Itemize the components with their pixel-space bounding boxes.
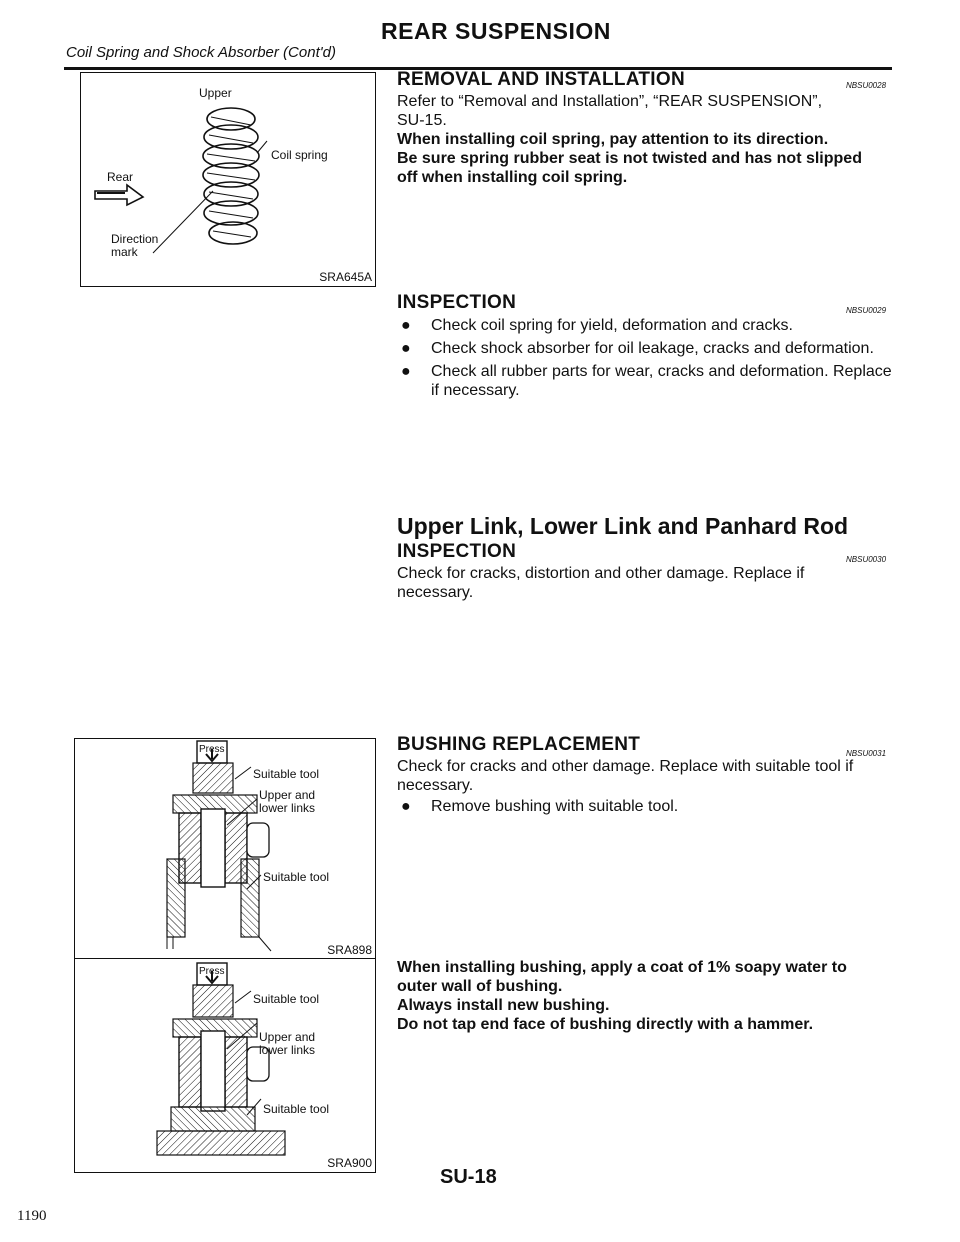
- links-inspection-heading: INSPECTION: [397, 541, 517, 562]
- inspection-bullet-text: Check coil spring for yield, deformation and cracks.: [431, 317, 793, 334]
- rear-label: Rear: [107, 170, 134, 184]
- bushing-line-2: necessary.: [397, 777, 474, 794]
- suitable-tool-top-label: Suitable tool: [253, 767, 320, 781]
- lower-links-label: lower links: [259, 801, 316, 815]
- direction-label: Direction: [111, 232, 159, 246]
- press-label: Press: [199, 966, 225, 977]
- suitable-tool-bottom-label: Suitable tool: [263, 1102, 330, 1116]
- inspection-bullet-text: Check all rubber parts for wear, cracks and deformation. Replace if necessary.: [431, 363, 892, 399]
- removal-heading: REMOVAL AND INSTALLATION: [397, 69, 685, 90]
- press-label: Press: [199, 744, 225, 755]
- links-ref: NBSU0030: [846, 555, 887, 564]
- links-line-1: Check for cracks, distortion and other damage. Replace if: [397, 565, 805, 582]
- links-line-2: necessary.: [397, 584, 474, 601]
- section-subtitle: Coil Spring and Shock Absorber (Cont'd): [66, 44, 336, 61]
- figure-code: SRA898: [327, 943, 372, 957]
- page-index: 1190: [17, 1208, 47, 1224]
- bullet-icon: ●: [401, 317, 411, 334]
- bushing-removal-figure: [74, 738, 376, 960]
- suitable-tool-bottom-label: Suitable tool: [263, 870, 330, 884]
- inspection-heading: INSPECTION: [397, 292, 517, 313]
- removal-bold-1: When installing coil spring, pay attention to its direction.: [397, 131, 829, 148]
- bushing-install-illustration: [75, 959, 375, 1172]
- bushing-bold-2: outer wall of bushing.: [397, 978, 563, 995]
- bullet-icon: ●: [401, 798, 411, 815]
- bushing-removal-illustration: [75, 739, 375, 959]
- coil-spring-figure: [80, 72, 376, 287]
- upper-label: Upper: [199, 86, 232, 100]
- upper-and-label: Upper and: [259, 788, 316, 802]
- upper-and-label: Upper and: [259, 1030, 316, 1044]
- bushing-bullet-text: Remove bushing with suitable tool.: [431, 798, 679, 815]
- removal-ref: NBSU0028: [846, 81, 887, 90]
- inspection-ref: NBSU0029: [846, 306, 887, 315]
- bushing-bold-4: Do not tap end face of bushing directly with a hammer.: [397, 1016, 814, 1033]
- lower-links-label: lower links: [259, 1043, 316, 1057]
- removal-line-1: Refer to “Removal and Installation”, “REAR SUSPENSION”,: [397, 93, 823, 110]
- bullet-icon: ●: [401, 340, 411, 357]
- links-title: Upper Link, Lower Link and Panhard Rod: [397, 513, 849, 539]
- page-number: SU-18: [440, 1166, 497, 1188]
- removal-line-2: SU-15.: [397, 112, 447, 129]
- bushing-line-1: Check for cracks and other damage. Replace with suitable tool if: [397, 758, 854, 775]
- mark-label: mark: [111, 245, 138, 259]
- bushing-bold-3: Always install new bushing.: [397, 997, 610, 1014]
- suitable-tool-top-label: Suitable tool: [253, 992, 320, 1006]
- removal-bold-2: Be sure spring rubber seat is not twisted and has not slipped: [397, 150, 862, 167]
- bushing-bold-1: When installing bushing, apply a coat of 1% soapy water to: [397, 959, 847, 976]
- bullet-icon: ●: [401, 363, 411, 380]
- inspection-bullet-text: Check shock absorber for oil leakage, cracks and deformation.: [431, 340, 874, 357]
- bushing-install-figure: [74, 958, 376, 1173]
- bushing-ref: NBSU0031: [846, 749, 887, 758]
- removal-bold-3: off when installing coil spring.: [397, 169, 628, 186]
- figure-code: SRA900: [327, 1156, 372, 1170]
- page-title: REAR SUSPENSION: [381, 18, 611, 44]
- bushing-heading: BUSHING REPLACEMENT: [397, 734, 641, 755]
- coil-spring-label: Coil spring: [271, 148, 328, 162]
- figure-code: SRA645A: [319, 270, 372, 284]
